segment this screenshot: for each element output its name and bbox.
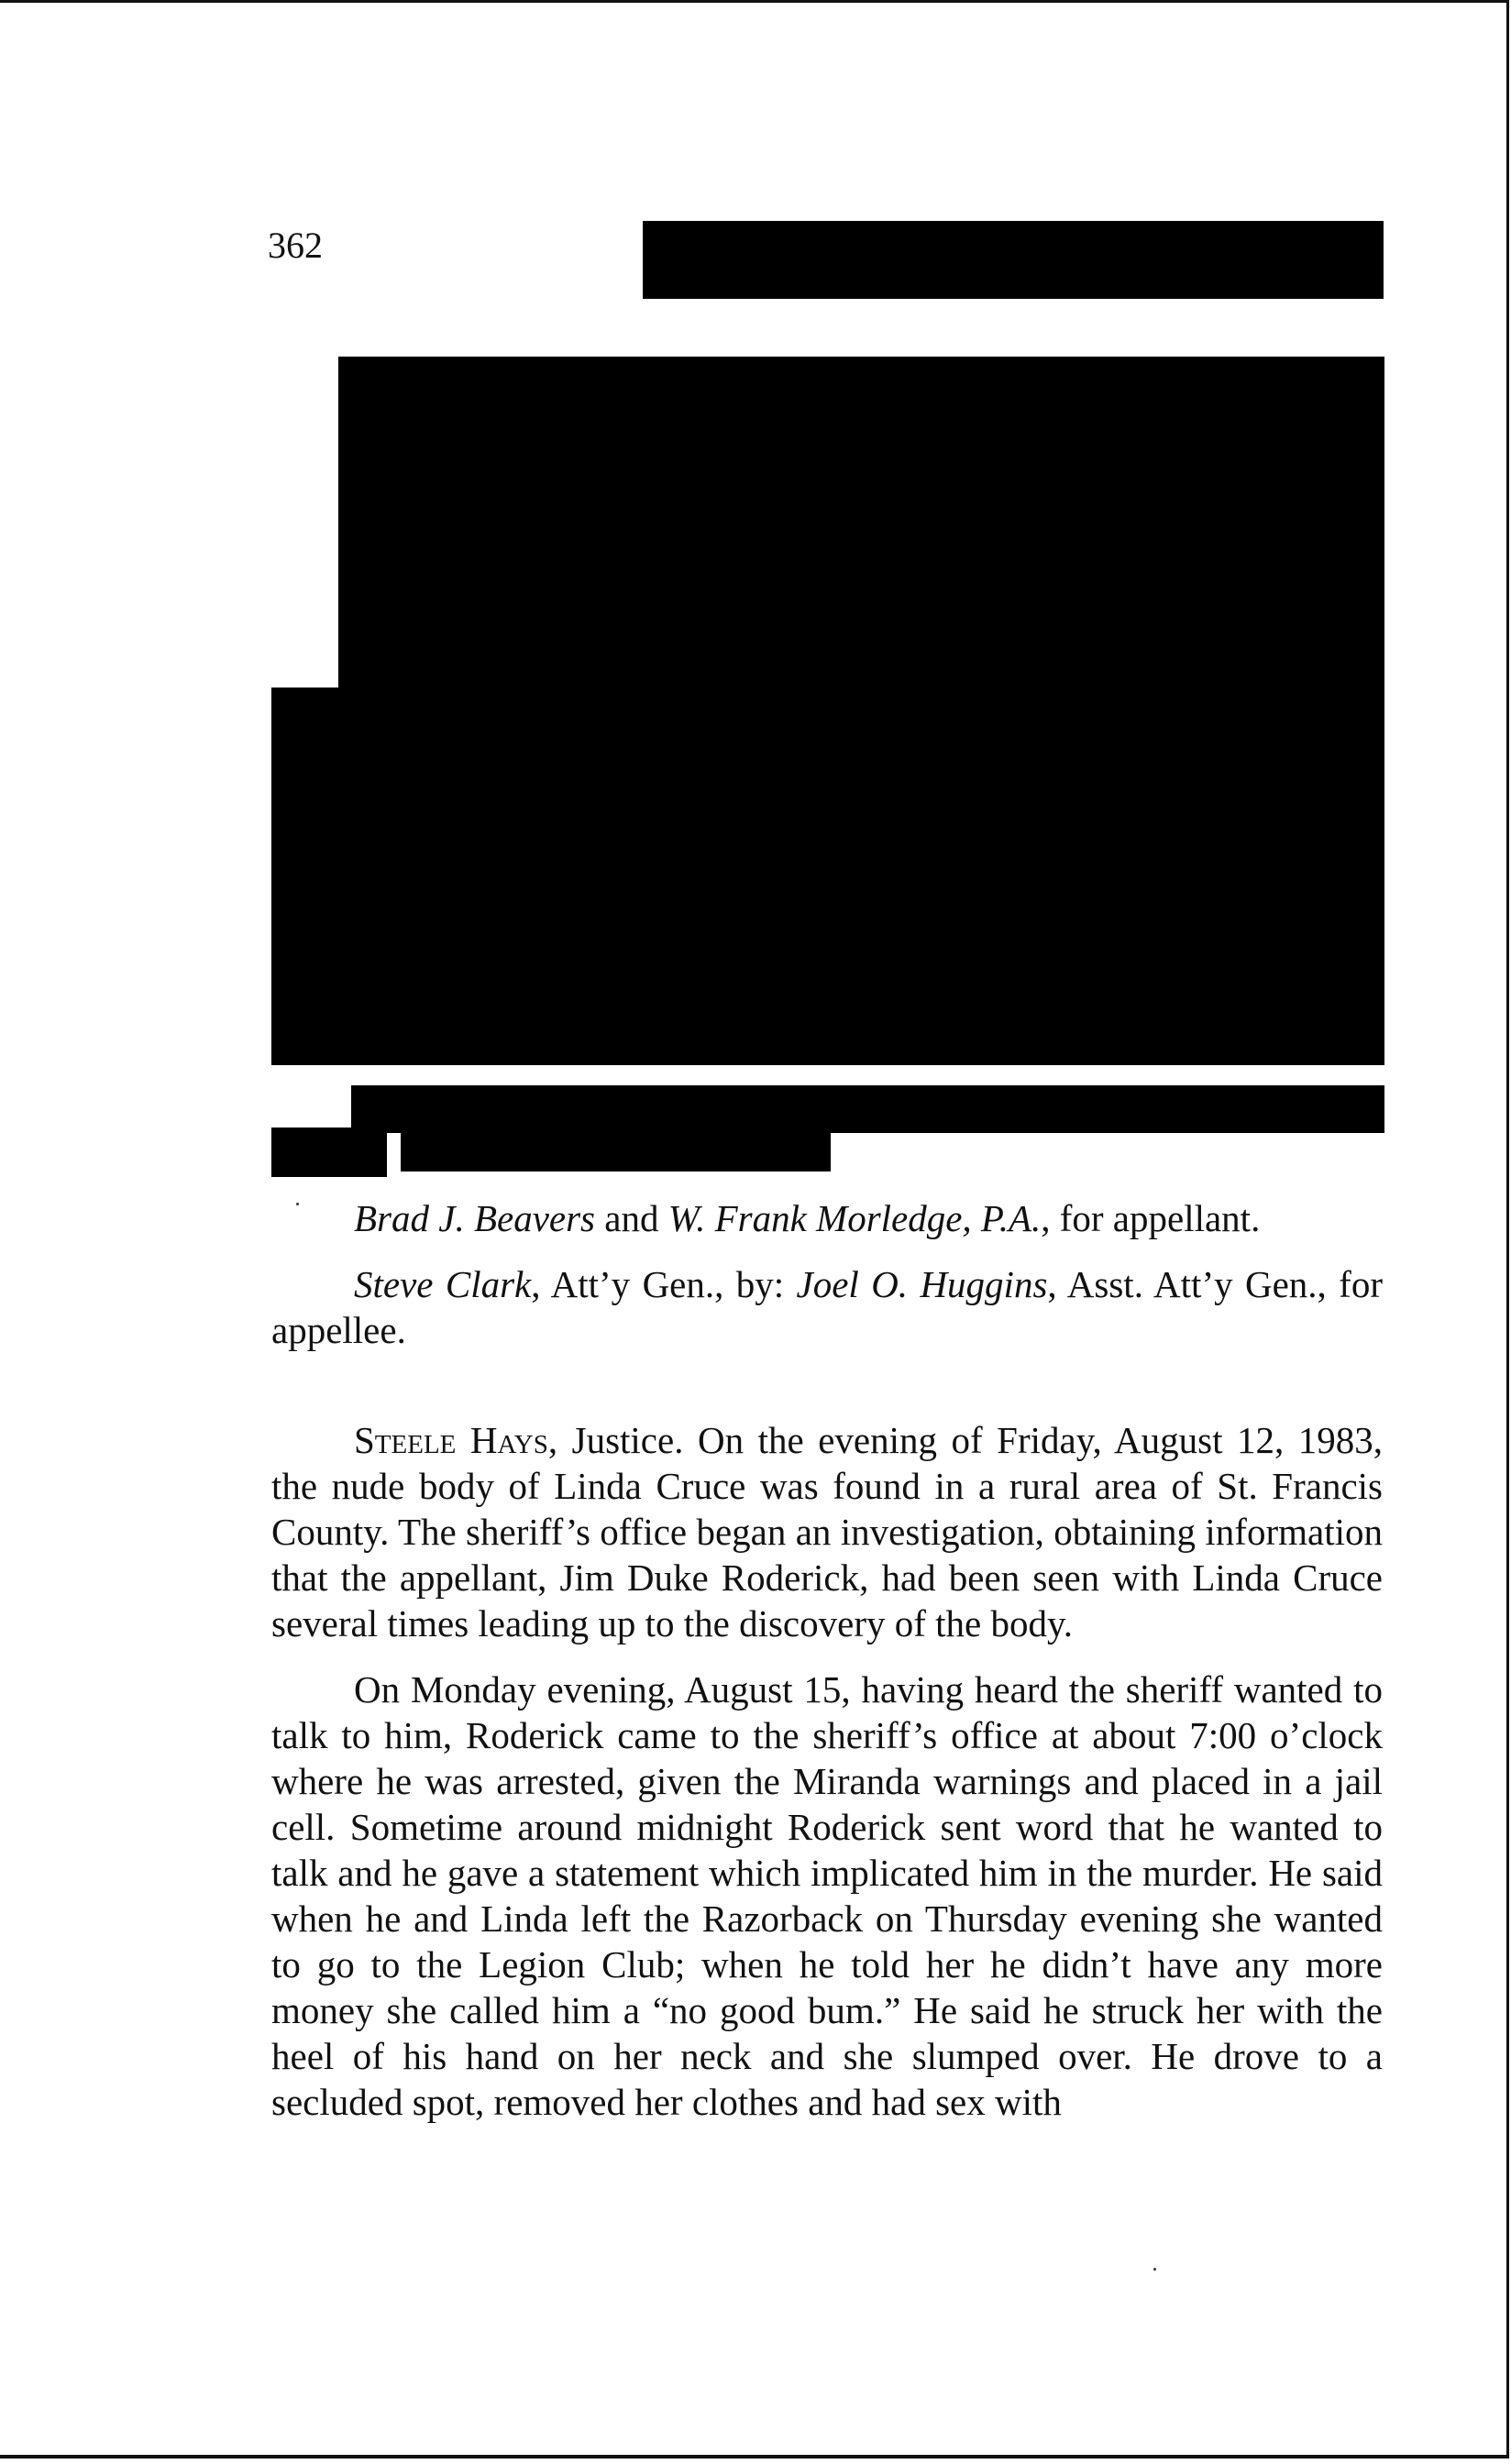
- appellant-conjunction: and: [604, 1197, 659, 1239]
- redaction-header: [643, 221, 1384, 299]
- scan-speck: [1153, 2268, 1156, 2271]
- redaction-caption-lower: [271, 688, 1384, 1065]
- appellant-attorney-2: W. Frank Morledge, P.A.: [667, 1197, 1042, 1239]
- counsel-section: [271, 1195, 1383, 1353]
- page-number: 362: [268, 225, 323, 266]
- paragraph-1-text: On the evening of Friday, August 12, 1983, the nude body of Linda Cruce was found in a rural area of St. Francis County. The sheriff’s office began an investigation, obtaining information that the appellant, Jim Duke Roderick, had been seen with Linda Cruce several times leading up to the discovery of the body.: [271, 1419, 1384, 1644]
- opinion-author: Steele Hays: [354, 1419, 548, 1461]
- opinion-paragraph-1: [271, 1417, 1383, 1646]
- appellant-attorney-1: Brad J. Beavers: [354, 1197, 595, 1239]
- appellant-role: , for appellant.: [1041, 1197, 1261, 1239]
- appellee-attorney-1: Steve Clark: [354, 1263, 532, 1305]
- counsel-appellant: [271, 1195, 1383, 1241]
- appellee-attorney-2: Joel O. Huggins: [796, 1263, 1048, 1305]
- counsel-appellee: [271, 1261, 1383, 1353]
- redaction-line-wide: [351, 1085, 1384, 1133]
- opinion-body: [271, 1417, 1383, 2125]
- opinion-author-title: , Justice.: [547, 1419, 684, 1461]
- opinion-paragraph-2: On Monday evening, August 15, having heard the sheriff wanted to talk to him, Roderick came to the sheriff’s office at about 7:00 o’clock where he was arrested, given the Miranda warnings and placed in a jail cell. Sometime around midnight Roderick sent word that he wanted to talk and he gave a statement which implicated him in the murder. He said when he and Linda left the Razorback on Thursday evening she wanted to go to the Legion Club; when he told her he didn’t have any more money she called him a “no good bum.” He said he struck her with the heel of his hand on her neck and she slumped over. He drove to a secluded spot, removed her clothes and had sex with: [271, 1668, 1383, 2123]
- redaction-line-left: [271, 1128, 387, 1177]
- redaction-caption-upper: [338, 357, 1384, 691]
- appellee-middle: , Att’y Gen., by:: [531, 1263, 797, 1305]
- redaction-line-mid: [401, 1128, 831, 1172]
- appellee-role: , Asst. Att’y Gen., for appellee.: [271, 1263, 1383, 1351]
